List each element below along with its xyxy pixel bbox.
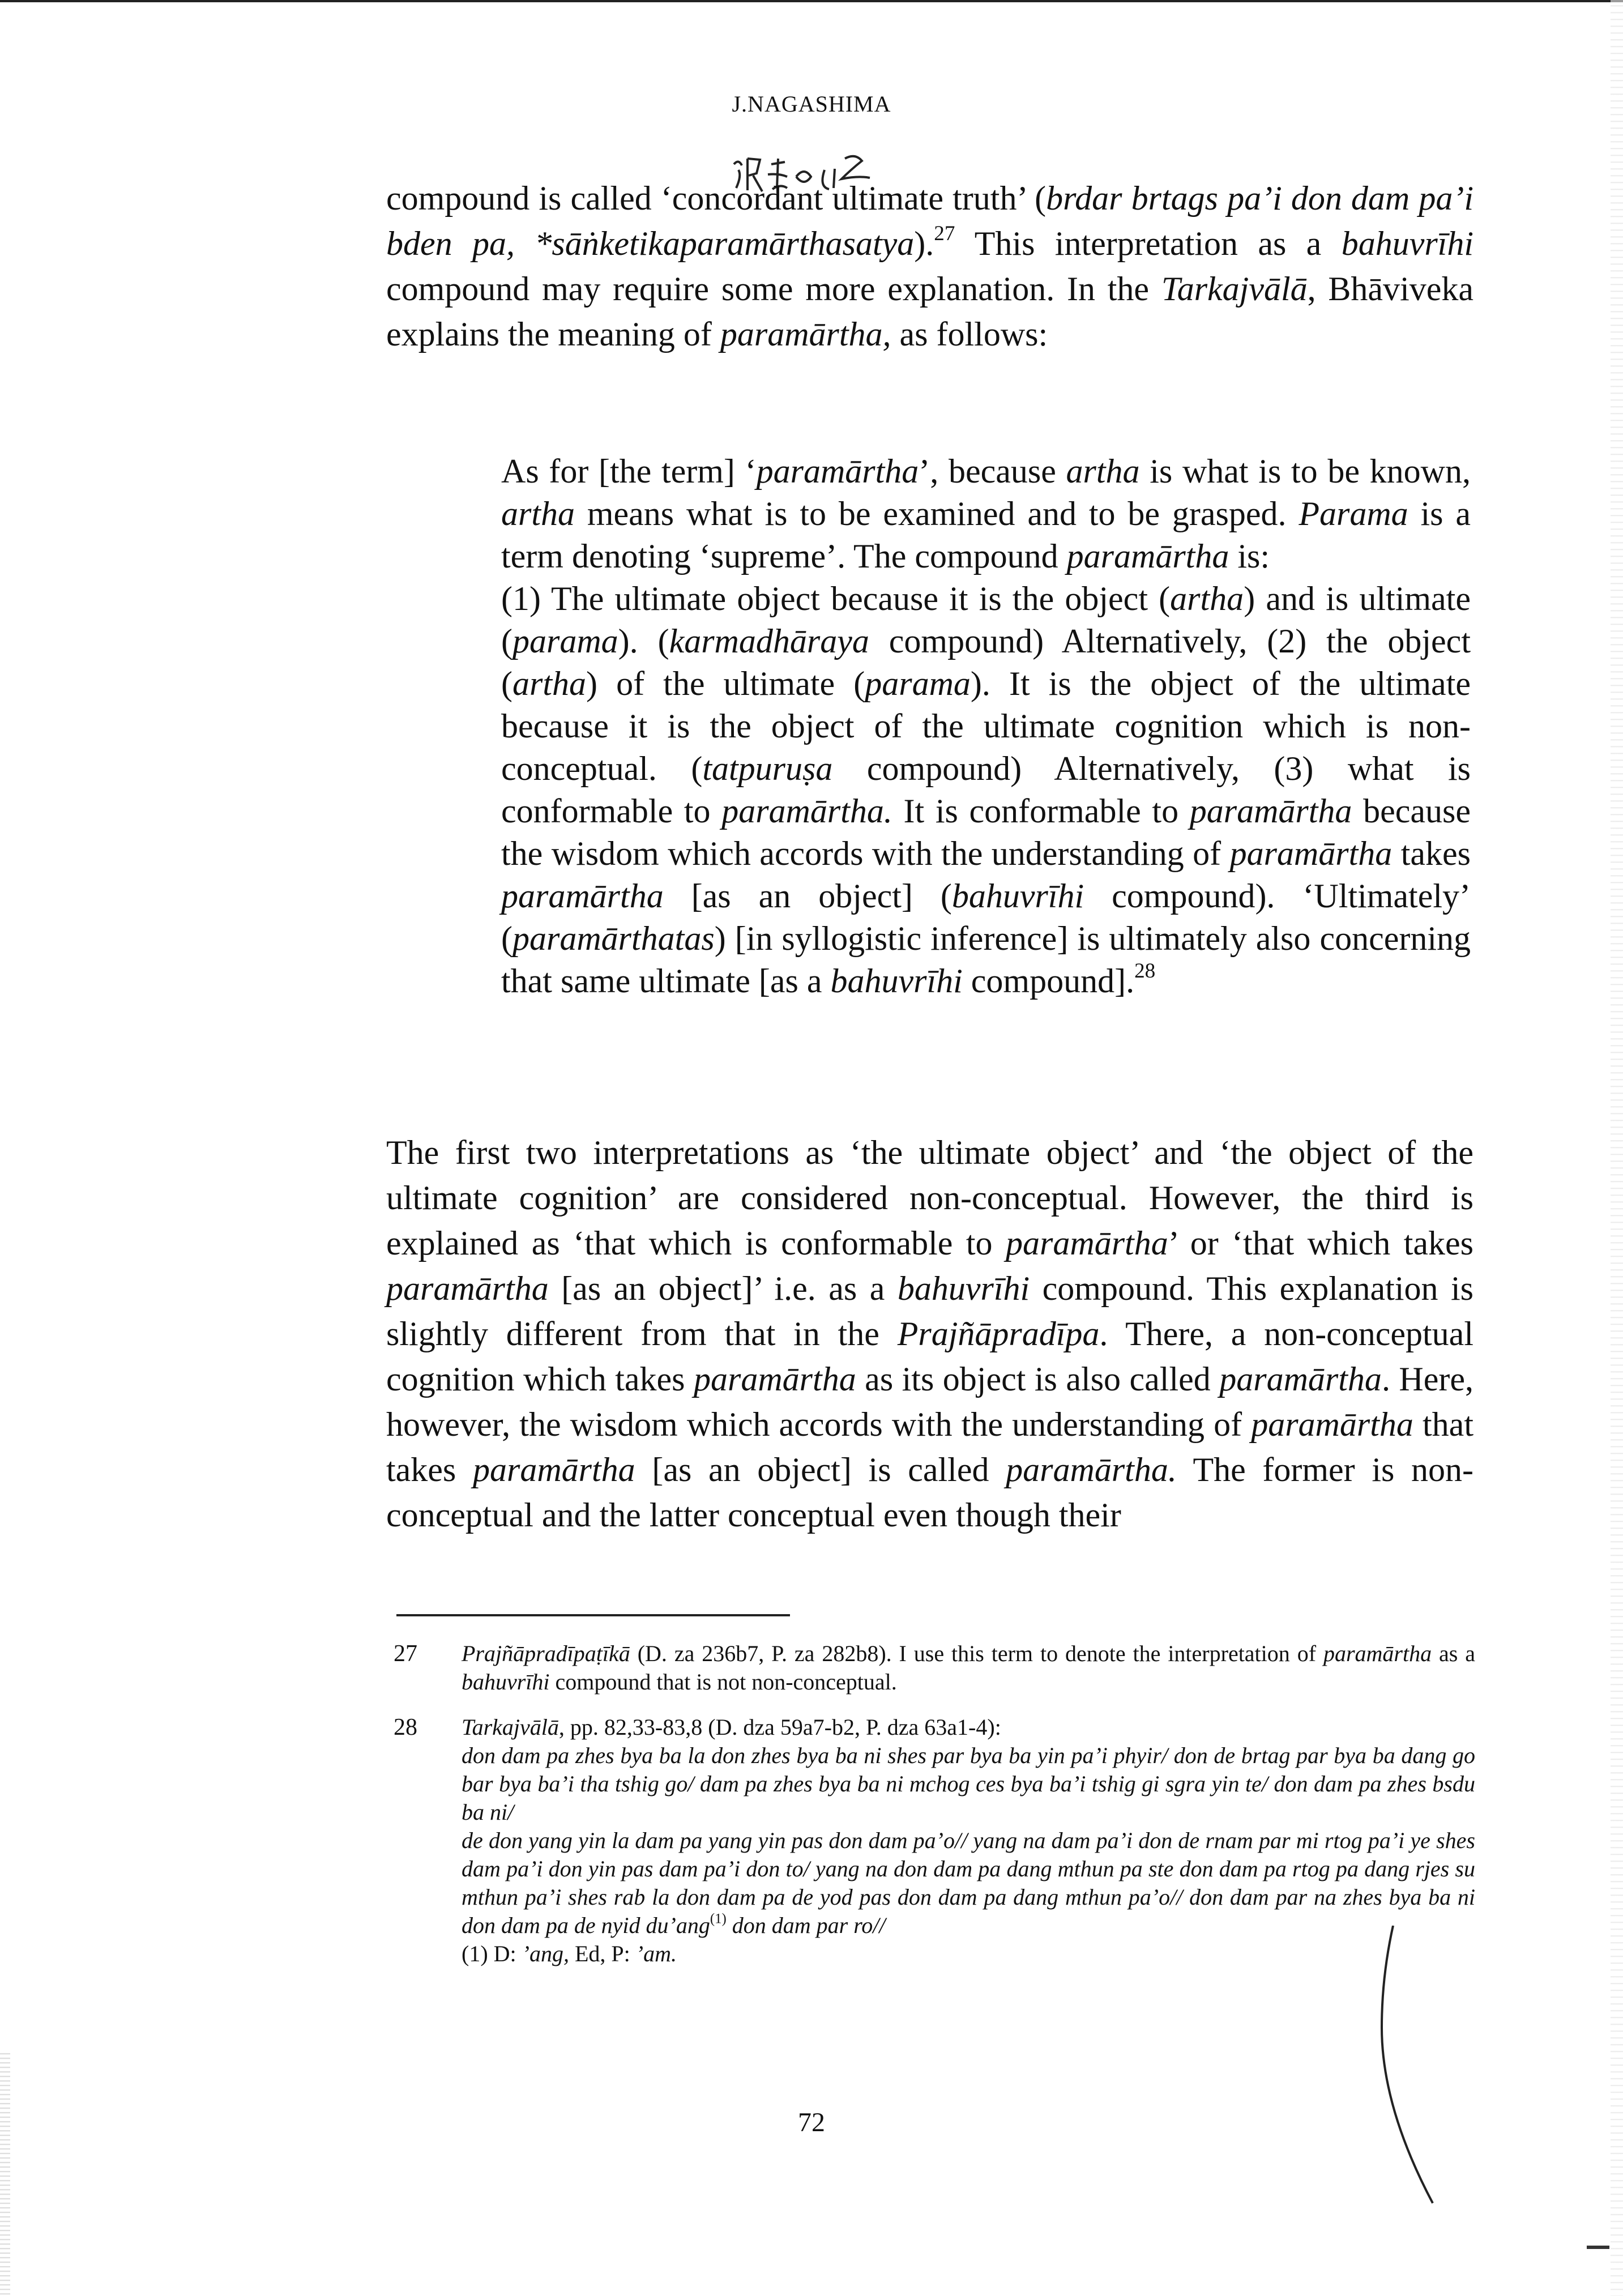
tibetan-text-2: de don yang yin la dam pa yang yin pas don dam pa’o// yang na dam pa’i don de rnam par mi rtog pa’i ye shes dam pa’i don yin pas dam pa’i don to/ yang na don dam pa dang mthun pa ste don dam pa rtog pa dang rjes su mthun pa’i shes rab la don dam pa de yod pas don dam pa dang mthun pa’o// don dam par na zhes bya ba ni don dam pa de nyid du’ang xyxy=(462,1828,1475,1938)
footnote-number: 28 xyxy=(394,1714,417,1740)
footnote-27: 27 Prajñāpradīpaṭīkā (D. za 236b7, P. za 282b8). I use this term to denote the interpretation of paramārtha as a bahuvrīhi compound that is not non-conceptual. xyxy=(394,1641,1476,1695)
footnote-ref-28[interactable]: 28 xyxy=(1134,959,1156,983)
footnote-separator xyxy=(396,1614,790,1616)
scan-right-edge xyxy=(1611,0,1623,2296)
footnote-28: 28 Tarkajvālā, pp. 82,33-83,8 (D. dza 59a7-b2, P. dza 63a1-4): don dam pa zhes bya ba la don zhes bya ba ni shes par bya ba yin pa’i phyir/ don de brtag par bya ba dang go bar bya ba’i tha tshig go/ dam pa zhes bya ba ni mchog ces bya ba’i tshig gi sgra yin te/ don dam pa zhes bsdu ba ni/ de don yang yin la dam pa yang yin pas don dam pa’o// yang na dam pa’i don de rnam par mi rtog pa’i ye shes dam pa’i don yin pas dam pa’i don to/ yang na don dam pa dang mthun pa ste don dam pa rtog pa dang rjes su mthun pa’i shes rab la don dam pa de yod pas don dam pa dang mthun pa’o// don dam par na zhes bya ba ni don dam pa de nyid du’ang$^{(1)}$ don dam par ro// (1) D: ’ang, Ed, P: ’am. xyxy=(394,1714,1475,1966)
handwritten-bracket-mark xyxy=(1359,1926,1438,2220)
tibetan-text-1: don dam pa zhes bya ba la don zhes bya ba ni shes par bya ba yin pa’i phyir/ don de brtag par bya ba dang go bar bya ba’i tha tshig go/ dam pa zhes bya ba ni mchog ces bya ba’i tshig gi sgra yin te/ don dam pa zhes bsdu ba ni/ xyxy=(462,1743,1475,1825)
paragraph-1: compound is called ‘concordant ultimate truth’ (brdar brtags pa’i don dam pa’i bden pa, *sāṅketikaparamārthasatya).$^{27}$ This interpretation as a bahuvrīhi compound may require some more explanation. In the Tarkajvālā, Bhāviveka explains the meaning of paramārtha, as follows: xyxy=(386,180,1474,353)
scan-top-edge xyxy=(0,0,1623,2)
page-number: 72 xyxy=(798,2107,825,2137)
footnote-number: 27 xyxy=(394,1641,417,1667)
block-quote: As for [the term] ‘paramārtha’, because artha is what is to be known, artha means what is to be examined and to be grasped. Parama is a term denoting ‘supreme’. The compound paramārtha is: (1) The ultimate object because it is the object (artha) and is ultimate (parama). (karmadhāraya compound) Alternatively, (2) the object (artha) of the ultimate (parama). It is the object of the ultimate because it is the object of the ultimate cognition which is non-conceptual. (tatpuruṣa compound) Alternatively, (3) what is conformable to paramārtha. It is conformable to paramārtha because the wisdom which accords with the understanding of paramārtha takes paramārtha [as an object] (bahuvrīhi compound). ‘Ultimately’ (paramārthatas) [in syllogistic inference] is ultimately also concerning that same ultimate [as a bahuvrīhi compound].$^{28}$ xyxy=(501,453,1471,1000)
paragraph-2: The first two interpretations as ‘the ultimate object’ and ‘the object of the ultimate cognition’ are considered non-conceptual. However, the third is explained as ‘that which is conformable to paramārtha’ or ‘that which takes paramārtha [as an object]’ i.e. as a bahuvrīhi compound. This explanation is slightly different from that in the Prajñāpradīpa. There, a non-conceptual cognition which takes paramārtha as its object is also called paramārtha. Here, however, the wisdom which accords with the understanding of paramārtha that takes paramārtha [as an object] is called paramārtha. The former is non-conceptual and the latter conceptual even though their xyxy=(386,1134,1473,1534)
running-header: J.NAGASHIMA xyxy=(732,91,891,117)
scan-corner-mark xyxy=(1587,2246,1609,2249)
footnote-ref-27[interactable]: 27 xyxy=(934,221,955,245)
scan-left-edge xyxy=(0,2050,10,2296)
